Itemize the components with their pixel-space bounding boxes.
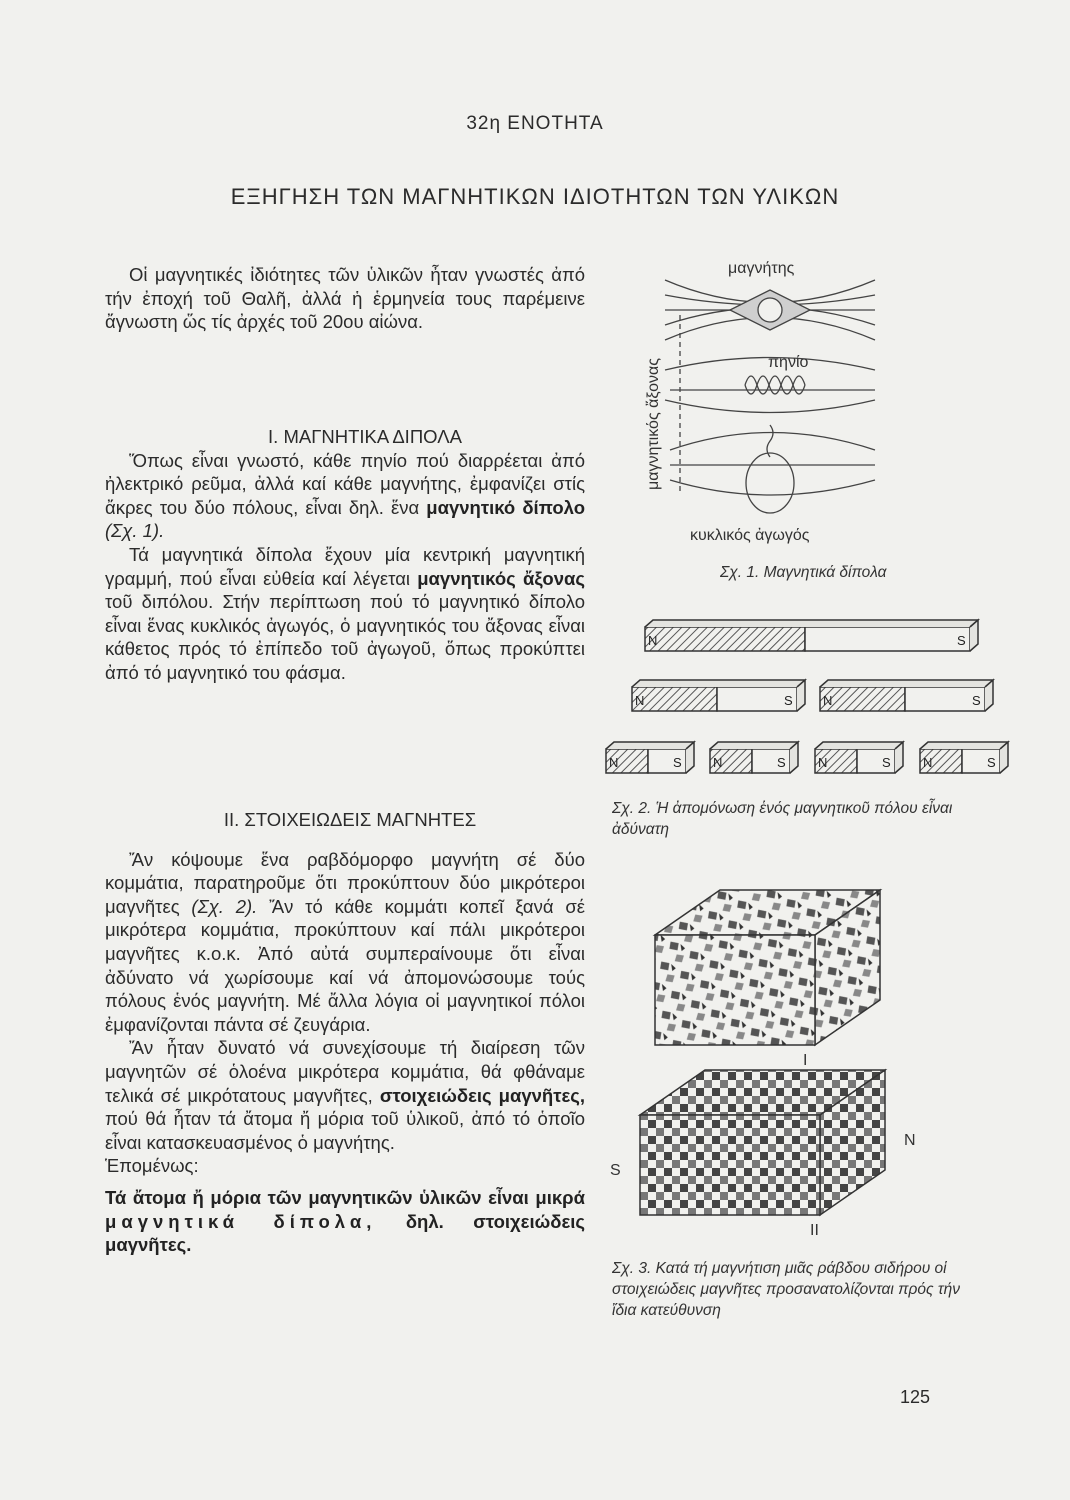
section-2 (105, 808, 585, 1257)
label-block-II: II (810, 1222, 819, 1239)
section-2-paragraph-3: Ἑπομένως: (105, 1155, 199, 1177)
page-number: 125 (900, 1387, 931, 1407)
conclusion-b: δηλ. στοιχειώδεις μαγνῆτες. (105, 1210, 585, 1256)
s1-p2-bold: μαγνητικός ἄξονας (417, 567, 585, 589)
section-2-paragraph-1 (105, 848, 585, 1037)
label-n: N (823, 693, 833, 708)
label-n: N (818, 755, 828, 770)
intro-text: Οἱ μαγνητικές ἰδιότητες τῶν ὑλικῶν ἦταν γνωστές ἀπό τήν ἐποχή τοῦ Θαλῆ, ἀλλά ἡ ἑρμηνεία τους παρέμεινε ἄγνωστη ὥς τίς ἀρχές τοῦ 20ου αἰώνα. (105, 264, 585, 333)
figure-3 (600, 880, 940, 1240)
label-loop: κυκλικός ἀγωγός (690, 527, 810, 544)
figure-2 (600, 615, 1030, 790)
conclusion (105, 1186, 585, 1257)
figure-2-caption: Σχ. 2. Ἡ ἀπομόνωση ἑνός μαγνητικοῦ πόλου εἶναι ἀδύνατη (612, 800, 953, 838)
label-s: S (957, 633, 966, 648)
label-coil: πηνίο (768, 354, 809, 371)
s2-p2-text-a: Ἄν ἦταν δυνατό νά συνεχίσουμε τή διαίρεση τῶν μαγνητῶν σέ ὁλοένα μικρότερα κομμάτια, θά φθάναμε τελικά σέ μικρότατους μαγνῆτες, (105, 1037, 585, 1106)
section-1-paragraph-2 (105, 543, 585, 685)
label-block-I: I (803, 1052, 808, 1069)
label-south: S (610, 1162, 621, 1179)
s2-p1-text-a: Ἄν κόψουμε ἕνα ραβδόμορφο μαγνήτη σέ δύο κομμάτια, παρατηροῦμε ὅτι προκύπτουν δύο μικρότεροι μαγνῆτες (105, 848, 585, 917)
label-s: S (882, 755, 891, 770)
section-1-paragraph-1 (105, 449, 585, 543)
label-n: N (648, 633, 658, 648)
label-magnet: μαγνήτης (728, 260, 795, 277)
label-n: N (609, 755, 619, 770)
s1-p2-text-b: τοῦ διπόλου. Στήν περίπτωση πού τό μαγνητικό δίπολο εἶναι ἕνας κυκλικός ἀγωγός, ὁ μαγνητικός του ἄξονας εἶναι κάθετος πρός τό ἐπίπεδο τοῦ ἀγωγοῦ, ὅπως προκύπτει ἀπό τό μαγνητικό του φάσμα. (105, 591, 585, 683)
s1-p1-ref: (Σχ. 1). (105, 520, 165, 542)
section-number: 32η ΕΝΟΤΗΤΑ (466, 113, 604, 134)
label-n: N (635, 693, 645, 708)
figure-1 (610, 255, 930, 555)
conclusion-a: Τά ἄτομα ἤ μόρια τῶν μαγνητικῶν ὑλικῶν εἶναι μικρά (105, 1186, 585, 1208)
s2-p1-ref: (Σχ. 2). (191, 895, 258, 917)
figure-1-caption: Σχ. 1. Μαγνητικά δίπολα (720, 564, 887, 581)
label-n: N (713, 755, 723, 770)
conclusion-spaced: μαγνητικά δίπολα, (105, 1210, 377, 1232)
label-s: S (777, 755, 786, 770)
intro-paragraph (105, 263, 585, 334)
domain-block-II (640, 1115, 820, 1215)
s2-p1-text-b: Ἄν τό κάθε κομμάτι κοπεῖ ξανά σέ μικρότερα κομμάτια, προκύπτουν καί πάλι μικρότεροι μαγνῆτες κ.ο.κ. Ἀπό αὐτά συμπεραίνουμε ὅτι εἶναι ἀδύνατο νά χωρίσουμε καί νά ἀπομονώσουμε τούς πόλους ἑνός μαγνήτη. Μέ ἄλλα λόγια οἱ μαγνητικοί πόλοι ἐμφανίζονται πάντα σέ ζευγάρια. (105, 895, 585, 1035)
section-1-heading: Ι. ΜΑΓΝΗΤΙΚΑ ΔΙΠΟΛΑ (268, 426, 462, 447)
s1-p1-text: Ὅπως εἶναι γνωστό, κάθε πηνίο πού διαρρέεται ἀπό ἠλεκτρικό ρεῦμα, ἀλλά καί κάθε μαγνήτης, ἐμφανίζει στίς ἄκρες του δύο πόλους, εἶναι δηλ. ἕνα (105, 449, 585, 518)
label-s: S (987, 755, 996, 770)
label-axis: μαγνητικός ἄξονας (645, 358, 662, 490)
label-s: S (784, 693, 793, 708)
label-north: N (904, 1132, 916, 1149)
figure-3-caption: Σχ. 3. Κατά τή μαγνήτιση μιᾶς ράβδου σιδήρου οἱ στοιχειώδεις μαγνῆτες προσανατολίζονται πρός τήν ἴδια κατεύθυνση (612, 1260, 961, 1319)
s2-p2-text-b: πού θά ἦταν τά ἄτομα ἤ μόρια τοῦ ὑλικοῦ, ἀπό τό ὁποῖο εἶναι κατασκευασμένος ὁ μαγνήτης. (105, 1108, 585, 1153)
label-s: S (673, 755, 682, 770)
section-1 (105, 425, 585, 685)
section-2-paragraph-2 (105, 1036, 585, 1154)
section-2-heading: ΙΙ. ΣΤΟΙΧΕΙΩΔΕΙΣ ΜΑΓΝΗΤΕΣ (223, 809, 477, 830)
page-title: ΕΞΗΓΗΣΗ ΤΩΝ ΜΑΓΝΗΤΙΚΩΝ ΙΔΙΟΤΗΤΩΝ ΤΩΝ ΥΛΙΚΩΝ (230, 184, 840, 209)
label-n: N (923, 755, 933, 770)
domain-block-I (655, 935, 815, 1045)
s2-p2-bold: στοιχειώδεις μαγνῆτες, (379, 1084, 586, 1106)
magnet-south-half (805, 627, 970, 651)
magnet-north-half (645, 627, 805, 651)
label-s: S (972, 693, 981, 708)
s1-p1-bold: μαγνητικό δίπολο (426, 496, 586, 518)
s1-p2-text-a: Τά μαγνητικά δίπολα ἔχουν μία κεντρική μαγνητική γραμμή, πού εἶναι εὐθεία καί λέγεται (105, 543, 585, 589)
